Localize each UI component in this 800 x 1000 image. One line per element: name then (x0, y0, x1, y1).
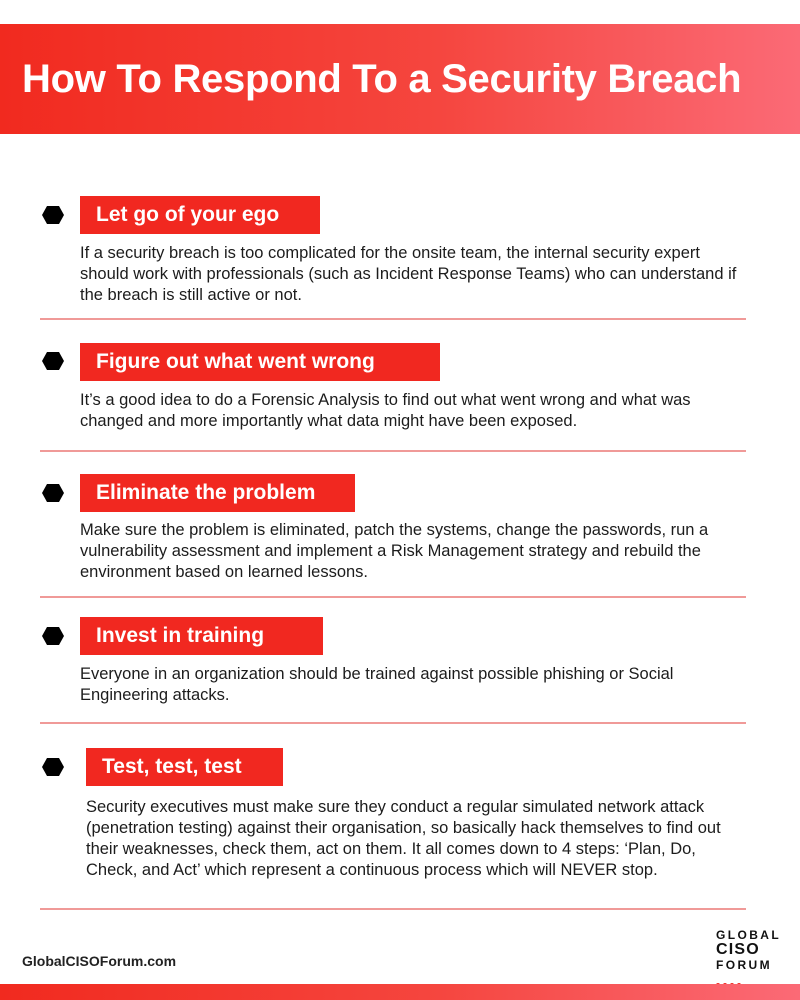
hexagon-bullet-icon (42, 484, 64, 502)
section-body: Make sure the problem is eliminated, patch the systems, change the passwords, run a vulnerability assessment and implement a Risk Management strategy and rebuild the environment based on learned lessons. (80, 521, 709, 581)
hexagon-bullet-icon (42, 627, 64, 645)
hexagon-bullet-icon (42, 758, 64, 776)
section-body: Security executives must make sure they conduct a regular simulated network attack (penetration testing) against their organisation, so basically hack themselves to find out their weaknesses, check them, act on them. It all comes down to 4 steps: ‘Plan, Do, Check, and Act’ which represent a continuous process which will NEVER stop. (86, 798, 721, 879)
section-heading: Invest in training (80, 617, 323, 655)
header-banner (0, 24, 800, 134)
section-heading: Figure out what went wrong (80, 343, 440, 381)
global-ciso-forum-logo (716, 928, 786, 978)
section-heading: Let go of your ego (80, 196, 320, 234)
section-heading: Eliminate the problem (80, 474, 355, 512)
hexagon-bullet-icon (42, 352, 64, 370)
section-divider (40, 450, 746, 452)
section-divider (40, 596, 746, 598)
page-title: How To Respond To a Security Breach (22, 57, 742, 101)
section-divider (40, 722, 746, 724)
logo-line-ciso: CISO (716, 941, 760, 958)
section-body: If a security breach is too complicated for the onsite team, the internal security expert should work with professionals (such as Incident Response Teams) who can understand if the breach is still active or not. (80, 244, 737, 304)
footer-bar (0, 984, 800, 1000)
section-heading: Test, test, test (86, 748, 283, 786)
logo-dots (716, 974, 786, 980)
hexagon-bullet-icon (42, 206, 64, 224)
footer-website-link[interactable]: GlobalCISOForum.com (22, 953, 177, 969)
logo-line-forum: FORUM (716, 958, 772, 972)
logo-line-global: GLOBAL (716, 928, 782, 942)
section-divider (40, 908, 746, 910)
section-divider (40, 318, 746, 320)
section-body: It’s a good idea to do a Forensic Analysis to find out what went wrong and what was changed and more importantly what data might have been exposed. (80, 391, 691, 430)
section-body: Everyone in an organization should be trained against possible phishing or Social Engineering attacks. (80, 665, 674, 704)
